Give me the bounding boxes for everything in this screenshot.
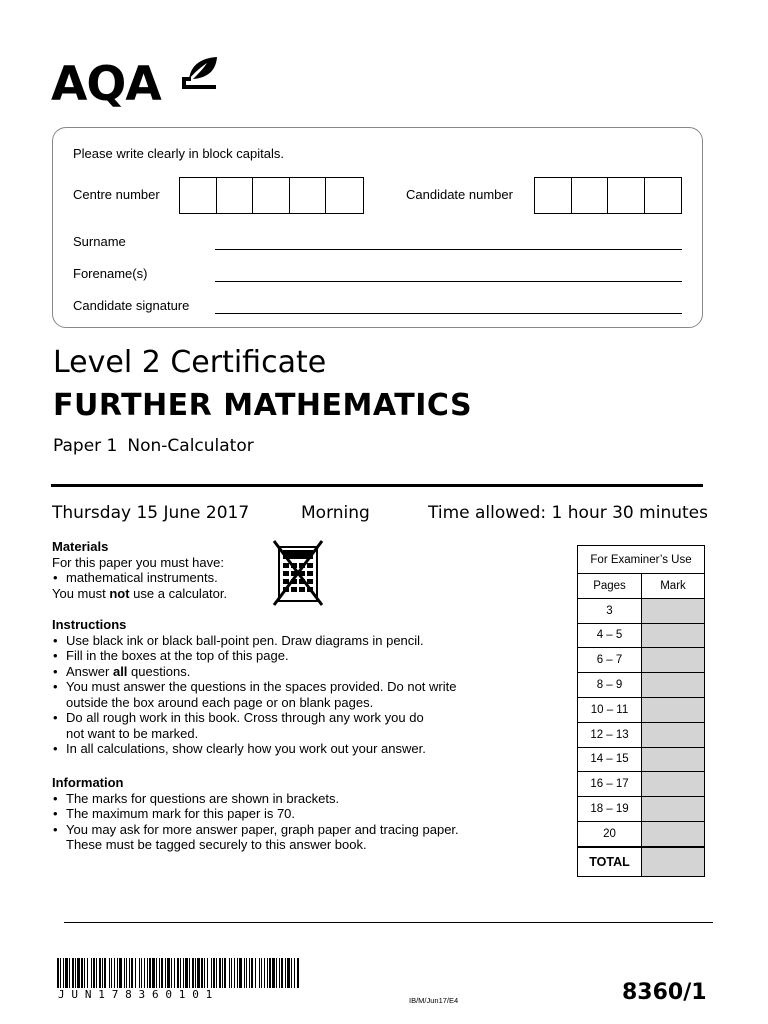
pages-cell: 4 – 5: [578, 624, 642, 648]
materials-bullet: • mathematical instruments.: [52, 570, 227, 586]
barcode-bar: [244, 958, 245, 988]
barcode-bar: [213, 958, 215, 988]
barcode-bar: [57, 958, 59, 988]
barcode-bar: [237, 958, 238, 988]
barcode-bar: [269, 958, 271, 988]
barcode-bar: [287, 958, 290, 988]
barcode-bar: [204, 958, 205, 988]
barcode-bar: [119, 958, 122, 988]
barcode-bar: [152, 958, 155, 988]
instruction-item: • Fill in the boxes at the top of this page.: [52, 648, 456, 664]
candidate-digit-box[interactable]: [535, 178, 572, 213]
information-section: [52, 775, 459, 853]
barcode-bar: [285, 958, 286, 988]
barcode: [57, 958, 299, 988]
mark-cell: [642, 772, 704, 796]
centre-number-label: Centre number: [73, 187, 160, 202]
paper-type: Non-Calculator: [127, 436, 254, 456]
pages-cell: 18 – 19: [578, 797, 642, 821]
paper-code: 8360/1: [622, 980, 707, 1005]
exam-date: Thursday 15 June 2017: [52, 503, 250, 523]
barcode-bar: [297, 958, 299, 988]
mark-cell: [642, 797, 704, 821]
forename-line[interactable]: [215, 281, 682, 282]
instruction-item: • Use black ink or black ball-point pen. Draw diagrams in pencil.: [52, 633, 456, 649]
barcode-bar: [84, 958, 85, 988]
barcode-bar: [255, 958, 256, 988]
barcode-bar: [251, 958, 253, 988]
mark-cell: [642, 673, 704, 697]
barcode-bar: [246, 958, 247, 988]
mark-cell: [642, 599, 704, 623]
barcode-bar: [144, 958, 145, 988]
leaf-icon: [179, 55, 219, 91]
barcode-bar: [63, 958, 64, 988]
barcode-bar: [77, 958, 80, 988]
barcode-bar: [201, 958, 203, 988]
barcode-bar: [159, 958, 160, 988]
barcode-bar: [81, 958, 83, 988]
barcode-bar: [96, 958, 97, 988]
logo-text: AQA: [51, 57, 161, 112]
barcode-bar: [231, 958, 232, 988]
barcode-bar: [291, 958, 292, 988]
instruction-item: • In all calculations, show clearly how you work out your answer.: [52, 741, 456, 757]
materials-section: [52, 539, 227, 601]
barcode-bar: [104, 958, 106, 988]
mark-cell: [642, 723, 704, 747]
barcode-bar: [224, 958, 226, 988]
table-row: [578, 673, 704, 698]
candidate-digit-box[interactable]: [572, 178, 609, 213]
examiner-use-table: [577, 545, 705, 877]
barcode-bar: [264, 958, 265, 988]
barcode-bar: [185, 958, 188, 988]
barcode-bar: [165, 958, 166, 988]
table-row: [578, 822, 704, 847]
time-allowed: Time allowed: 1 hour 30 minutes: [428, 503, 708, 523]
centre-number-boxes: [179, 177, 364, 214]
barcode-bar: [207, 958, 208, 988]
table-row: [578, 624, 704, 649]
barcode-bar: [111, 958, 112, 988]
information-item: • The marks for questions are shown in brackets.: [52, 791, 459, 807]
barcode-bar: [161, 958, 163, 988]
barcode-bar: [167, 958, 170, 988]
centre-digit-box[interactable]: [180, 178, 217, 213]
footer-divider: [64, 922, 713, 923]
information-item: • You may ask for more answer paper, graph paper and tracing paper. These must be tagged securely to this answer book.: [52, 822, 459, 853]
forename-label: Forename(s): [73, 266, 148, 281]
barcode-bar: [126, 958, 127, 988]
surname-line[interactable]: [215, 249, 682, 250]
table-row: [578, 748, 704, 773]
table-row: [578, 723, 704, 748]
instruction-item: • Do all rough work in this book. Cross through any work you do not want to be marked.: [52, 710, 456, 741]
barcode-bar: [171, 958, 172, 988]
total-label: TOTAL: [578, 848, 642, 876]
materials-line: For this paper you must have:: [52, 554, 224, 570]
centre-digit-box[interactable]: [290, 178, 327, 213]
barcode-bar: [195, 958, 196, 988]
barcode-bar: [109, 958, 110, 988]
reference-code: IB/M/Jun17/E4: [409, 996, 459, 1005]
paper-number: Paper 1: [53, 436, 118, 456]
barcode-bar: [174, 958, 175, 988]
barcode-bar: [281, 958, 283, 988]
barcode-bar: [129, 958, 130, 988]
mark-cell: [642, 822, 704, 846]
subject-title: FURTHER MATHEMATICS: [53, 388, 473, 423]
barcode-bar: [91, 958, 92, 988]
barcode-bar: [72, 958, 74, 988]
barcode-bar: [234, 958, 235, 988]
examiner-table-header-row: [578, 574, 704, 599]
barcode-bar: [192, 958, 194, 988]
total-mark-cell: [642, 848, 704, 876]
centre-digit-box[interactable]: [217, 178, 254, 213]
barcode-digits: JUN178360101: [58, 988, 220, 1001]
barcode-bar: [65, 958, 68, 988]
candidate-digit-box[interactable]: [645, 178, 682, 213]
barcode-bar: [189, 958, 190, 988]
table-row: [578, 698, 704, 723]
barcode-bar: [279, 958, 280, 988]
block-capitals-instruction: Please write clearly in block capitals.: [73, 146, 284, 161]
barcode-bar: [117, 958, 118, 988]
barcode-bar: [131, 958, 133, 988]
barcode-bar: [156, 958, 157, 988]
information-item: • The maximum mark for this paper is 70.: [52, 806, 459, 822]
centre-digit-box[interactable]: [326, 178, 363, 213]
information-heading: Information: [52, 775, 124, 790]
candidate-number-boxes: [534, 177, 682, 214]
centre-digit-box[interactable]: [253, 178, 290, 213]
barcode-bar: [276, 958, 277, 988]
instructions-heading: Instructions: [52, 617, 127, 632]
barcode-bar: [239, 958, 242, 988]
barcode-bar: [93, 958, 95, 988]
candidate-digit-box[interactable]: [608, 178, 645, 213]
mark-column-header: Mark: [642, 574, 704, 598]
no-calculator-line: You must not use a calculator.: [52, 585, 228, 601]
pages-cell: 8 – 9: [578, 673, 642, 697]
qualification-level: Level 2 Certificate: [53, 345, 327, 380]
barcode-bar: [99, 958, 101, 988]
barcode-bar: [197, 958, 200, 988]
barcode-bar: [249, 958, 250, 988]
mark-cell: [642, 648, 704, 672]
barcode-bar: [141, 958, 142, 988]
pages-cell: 14 – 15: [578, 748, 642, 772]
pages-cell: 12 – 13: [578, 723, 642, 747]
barcode-bar: [211, 958, 212, 988]
barcode-bar: [294, 958, 295, 988]
instruction-item: • Answer all questions.: [52, 664, 456, 680]
barcode-bar: [139, 958, 140, 988]
signature-label: Candidate signature: [73, 298, 190, 313]
exam-session: Morning: [301, 503, 370, 523]
barcode-bar: [69, 958, 70, 988]
pages-cell: 3: [578, 599, 642, 623]
barcode-bar: [87, 958, 88, 988]
mark-cell: [642, 698, 704, 722]
barcode-bar: [102, 958, 103, 988]
barcode-bar: [75, 958, 76, 988]
barcode-bar: [267, 958, 268, 988]
barcode-bar: [222, 958, 223, 988]
candidate-details-box: [52, 127, 703, 328]
title-divider: [51, 484, 703, 487]
total-row: [578, 847, 704, 876]
candidate-number-label: Candidate number: [406, 187, 513, 202]
table-row: [578, 599, 704, 624]
barcode-bar: [259, 958, 260, 988]
aqa-logo: [51, 55, 221, 111]
pages-cell: 6 – 7: [578, 648, 642, 672]
barcode-bar: [149, 958, 151, 988]
pages-cell: 20: [578, 822, 642, 846]
materials-heading: Materials: [52, 539, 109, 554]
barcode-bar: [177, 958, 179, 988]
instruction-item: • You must answer the questions in the spaces provided. Do not write outside the box around each page or on blank pages.: [52, 679, 456, 710]
barcode-bar: [135, 958, 136, 988]
surname-label: Surname: [73, 234, 126, 249]
paper-title: [53, 435, 264, 457]
barcode-bar: [183, 958, 184, 988]
table-row: [578, 772, 704, 797]
barcode-bar: [147, 958, 148, 988]
pages-cell: 16 – 17: [578, 772, 642, 796]
table-row: [578, 648, 704, 673]
barcode-bar: [124, 958, 125, 988]
table-row: [578, 797, 704, 822]
mark-cell: [642, 624, 704, 648]
signature-line[interactable]: [215, 313, 682, 314]
barcode-bar: [261, 958, 262, 988]
examiner-table-heading: For Examiner’s Use: [578, 546, 704, 574]
barcode-bar: [219, 958, 221, 988]
instructions-section: [52, 617, 456, 757]
pages-column-header: Pages: [578, 574, 642, 598]
mark-cell: [642, 748, 704, 772]
barcode-bar: [180, 958, 181, 988]
pages-cell: 10 – 11: [578, 698, 642, 722]
barcode-bar: [114, 958, 115, 988]
no-calculator-icon: [270, 539, 326, 607]
barcode-bar: [60, 958, 61, 988]
barcode-bar: [229, 958, 230, 988]
barcode-bar: [272, 958, 275, 988]
barcode-bar: [216, 958, 217, 988]
